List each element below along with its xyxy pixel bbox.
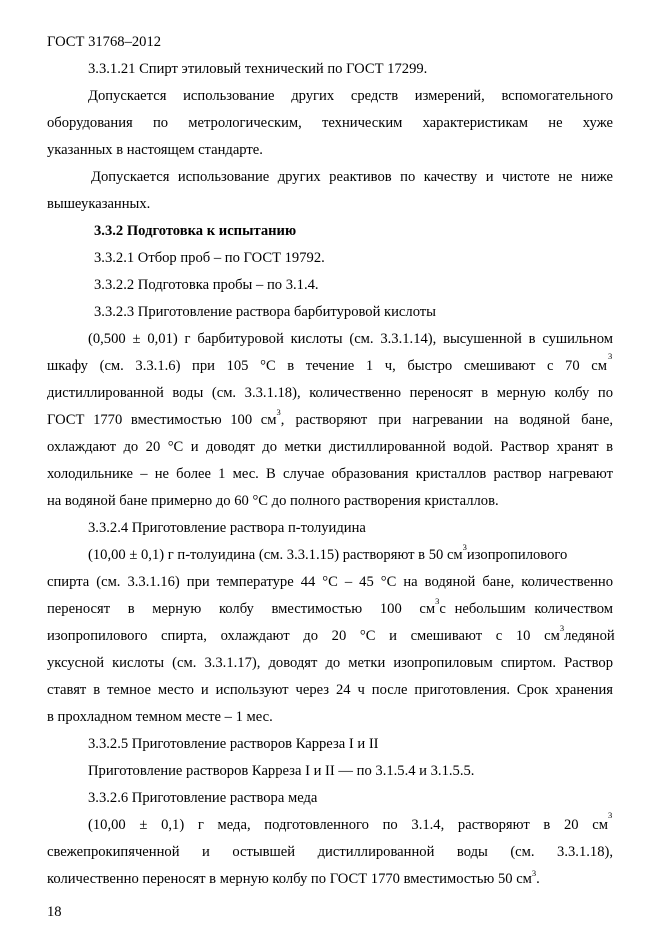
text-run: количественно переносят в мерную колбу по ГОСТ 1770 вместимостью 50 см xyxy=(47,871,532,887)
text-line: спирта (см. 3.3.1.16) при температуре 44 °С – 45 °С на водяной бане, количественно xyxy=(47,574,613,590)
section-heading: 3.3.2 Подготовка к испытанию xyxy=(94,223,297,239)
text-line: указанных в настоящем стандарте. xyxy=(47,142,263,158)
clause-3-3-2-2: 3.3.2.2 Подготовка пробы – по 3.1.4. xyxy=(94,277,319,293)
paragraph-3-3-1-21: 3.3.1.21 Спирт этиловый технический по ГОСТ 17299. xyxy=(88,61,428,77)
clause-3-3-2-6-title: 3.3.2.6 Приготовление раствора меда xyxy=(88,790,318,806)
text-line: вышеуказанных. xyxy=(47,196,151,212)
text-run: изопропилового xyxy=(466,547,568,563)
text-run: , растворяют при нагревании на водяной бане, xyxy=(280,412,613,428)
text-line: в прохладном темном месте – 1 мес. xyxy=(47,709,273,725)
text-line: шкафу (см. 3.3.1.6) при 105 °С в течение 1 ч, быстро смешивают с 70 см xyxy=(47,358,607,374)
superscript: 3 xyxy=(276,407,281,417)
text-run: ГОСТ 1770 вместимостью 100 см xyxy=(47,412,277,428)
text-line: холодильнике – не более 1 мес. В случае образования кристаллов раствор нагревают xyxy=(47,466,613,482)
document-header: ГОСТ 31768–2012 xyxy=(47,34,162,50)
superscript: 3 xyxy=(559,623,565,633)
page-number: 18 xyxy=(47,904,62,920)
superscript: 3 xyxy=(435,596,440,606)
document-page: ГОСТ 31768–2012 3.3.1.21 Спирт этиловый технический по ГОСТ 17299. Допускается использование других средств измерений, вспомогательного оборудования по метрологическим, техническим характеристикам не хуже указанных в настоящем стандарте. Допускается использование других реактивов по качеству и чистоте не ниже вышеуказанных. 3.3.2 Подготовка к испытанию 3.3.2.1 Отбор проб – по ГОСТ 19792. 3.3.2.2 Подготовка пробы – по 3.1.4. 3.3.2.3 Приготовление раствора барбитуровой кислоты (0,500 ± 0,01) г барбитуровой кислоты (см. 3.3.1.14), высушенной в сушильном шкафу (см. 3.3.1.6) при 105 °С в течение 1 ч, быстро смешивают с 70 см 3 дистиллированной воды (см. 3.3.1.18), количественно переносят в мерную колбу по ГОСТ 1770 вместимостью 100 см 3 , растворяют при нагревании на водяной бане, охлаждают до 20 °С и доводят до метки дистиллированной водой. Раствор хранят в холодильнике – не более 1 мес. В случае образования кристаллов раствор нагревают на водяной бане примерно до 60 °С до полного растворения кристаллов. 3.3.2.4 Приготовление раствора п-толуидина (10,00 ± 0,1) г п-толуидина (см. 3.3.1.15) растворяют в 50 см 3 изопропилового спирта (см. 3.3.1.16) при температуре 44 °С – 45 °С на водяной бане, количественно переносят в мерную колбу вместимостью 100 см 3 с небольшим количеством изопропилового спирта, охлаждают до 20 °С и смешивают с 10 см 3 ледяной уксусной кислоты (см. 3.3.1.17), доводят до метки изопропиловым спиртом. Раствор ставят в темное место и используют через 24 ч после приготовления. Срок хранения в прохладном темном месте – 1 мес. 3.3.2.5 Приготовление растворов Карреза I и II Приготовление растворов Карреза I и II — по 3.1.5.4 и 3.1.5.5. 3.3.2.6 Приготовление раствора меда (10,00 ± 0,1) г меда, подготовленного по 3.1.4, растворяют в 20 см 3 свежепрокипяченной и остывшей дистиллированной воды (см. 3.3.1.18), количественно переносят в мерную колбу по ГОСТ 1770 вместимостью 50 $см^3$. 18 xyxy=(47,34,615,920)
text-line: на водяной бане примерно до 60 °С до полного растворения кристаллов. xyxy=(47,493,499,509)
text-line xyxy=(47,868,540,888)
text-line: (0,500 ± 0,01) г барбитуровой кислоты (см. 3.3.1.14), высушенной в сушильном xyxy=(88,331,613,347)
text-line: дистиллированной воды (см. 3.3.1.18), количественно переносят в мерную колбу по xyxy=(47,385,613,401)
text-line: (10,00 ± 0,1) г меда, подготовленного по 3.1.4, растворяют в 20 см xyxy=(88,817,608,833)
clause-3-3-2-1: 3.3.2.1 Отбор проб – по ГОСТ 19792. xyxy=(94,250,325,266)
superscript: 3 xyxy=(462,542,467,552)
text-line xyxy=(47,407,613,429)
text-run: ледяной xyxy=(564,628,615,644)
text-run: с небольшим количеством xyxy=(439,601,613,617)
clause-3-3-2-3-title: 3.3.2.3 Приготовление раствора барбитуровой кислоты xyxy=(94,304,436,320)
text-line: охлаждают до 20 °С и доводят до метки дистиллированной водой. Раствор хранят в xyxy=(47,439,613,455)
text-line: Приготовление растворов Карреза I и II — по 3.1.5.4 и 3.1.5.5. xyxy=(88,763,475,779)
text-line xyxy=(47,596,613,618)
text-run: . xyxy=(536,871,540,887)
superscript: 3 xyxy=(531,868,537,878)
text-line: Допускается использование других средств измерений, вспомогательного xyxy=(88,88,613,104)
text-line: уксусной кислоты (см. 3.3.1.17), доводят до метки изопропиловым спиртом. Раствор xyxy=(47,655,613,671)
text-run: изопропилового спирта, охлаждают до 20 °С и смешивают с 10 см xyxy=(47,628,560,644)
clause-3-3-2-4-title: 3.3.2.4 Приготовление раствора п-толуидина xyxy=(88,520,366,536)
text-line: свежепрокипяченной и остывшей дистиллированной воды (см. 3.3.1.18), xyxy=(47,844,613,860)
text-line: Допускается использование других реактивов по качеству и чистоте не ниже xyxy=(91,169,613,185)
text-run: (10,00 ± 0,1) г п-толуидина (см. 3.3.1.15) растворяют в 50 см xyxy=(88,547,463,563)
text-line: оборудования по метрологическим, техническим характеристикам не хуже xyxy=(47,115,613,131)
text-line: ставят в темное место и используют через 24 ч после приготовления. Срок хранения xyxy=(47,682,613,698)
clause-3-3-2-5-title: 3.3.2.5 Приготовление растворов Карреза I и II xyxy=(88,736,379,752)
text-line xyxy=(47,623,615,645)
text-line xyxy=(88,542,613,564)
text-run: переносят в мерную колбу вместимостью 100 см xyxy=(47,601,436,617)
